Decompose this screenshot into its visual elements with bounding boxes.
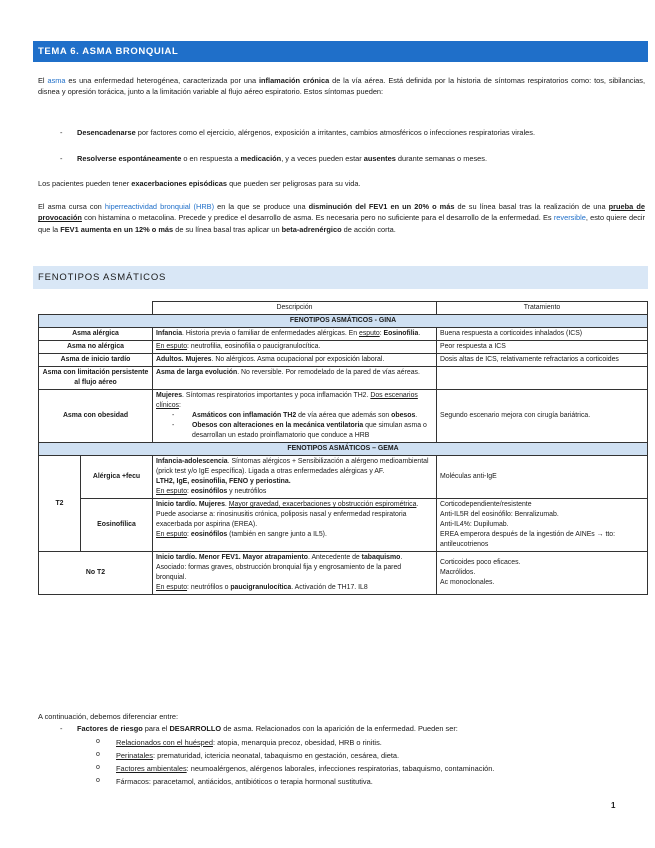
band-gina: FENOTIPOS ASMÁTICOS - GINA: [39, 315, 648, 328]
row-description: Inicio tardío. Mujeres. Mayor gravedad, exacerbaciones y obstrucción espirométrica. Puede asociarse a: rinosinusitis crónica, poliposis nasal y enfermedad respiratoria exacerbada por aspirina (EREA). En esputo: eosinófilos (también en sangre junto a IL5).: [153, 499, 437, 552]
table-row: [39, 341, 648, 354]
row-treatment: [437, 367, 648, 390]
table-row: [39, 552, 648, 595]
row-treatment: Segundo escenario mejora con cirugía bariátrica.: [437, 390, 648, 443]
table-row: [39, 354, 648, 367]
row-treatment: Peor respuesta a ICS: [437, 341, 648, 354]
risk-host: Relacionados con el huésped: atopia, menarquia precoz, obesidad, HRB o rinitis.: [116, 738, 382, 747]
circle-bullet-icon: o: [96, 777, 100, 784]
row-treatment: Moléculas anti-IgE: [437, 456, 648, 499]
exacerbations-paragraph: Los pacientes pueden tener exacerbaciones episódicas que pueden ser peligrosas para su vida.: [38, 179, 361, 188]
row-label: Alérgica +fecu: [81, 456, 153, 499]
section-title: FENOTIPOS ASMÁTICOS: [33, 266, 648, 289]
row-label: No T2: [39, 552, 153, 595]
circle-bullet-icon: o: [96, 738, 100, 745]
hrb-paragraph: El asma cursa con hiperreactividad bronquial (HRB) en la que se produce una disminución del FEV1 en un 20% o más de su línea basal tras la realización de una prueba de provocación con histamina o metacolina. Precede y predice el desarrollo de asma. Es necesaria pero no suficiente para el desarrollo de la enfermedad. Es reversible, esto quiere decir que la FEV1 aumenta en un 12% o más de su línea basal tras aplicar un beta-adrenérgico de acción corta.: [38, 202, 645, 234]
t2-group-label: T2: [39, 456, 81, 552]
circle-bullet-icon: o: [96, 751, 100, 758]
bullet-desencadenarse: Desencadenarse por factores como el ejercicio, alérgenos, exposición a irritantes, cambios atmosféricos o infecciones respiratorias virales.: [77, 128, 536, 137]
band-gema: FENOTIPOS ASMÁTICOS – GEMA: [39, 443, 648, 456]
risk-environmental: Factores ambientales: neumoalérgenos, alérgenos laborales, infecciones respiratorias, tabaquismo, contaminación.: [116, 764, 495, 773]
phenotypes-table: [38, 301, 648, 595]
bullet-resolverse: Resolverse espontáneamente o en respuesta a medicación, y a veces pueden estar ausentes durante semanas o meses.: [77, 154, 488, 163]
row-treatment: Corticodependiente/resistente Anti-IL5R del eosinófilo: Benralizumab. Anti-IL4%: Dupilumab. EREA emperora después de la ingestión de AINEs → tto: antileucotrienos: [437, 499, 648, 552]
risk-intro: A continuación, debemos diferenciar entre:: [38, 712, 179, 721]
row-treatment: Buena respuesta a corticoides inhalados (ICS): [437, 328, 648, 341]
bullet-dash: -: [60, 154, 63, 163]
page-number: 1: [611, 801, 616, 810]
row-label: Asma con limitación persistente al flujo aéreo: [39, 367, 153, 390]
risk-perinatal: Perinatales: prematuridad, ictericia neonatal, tabaquismo en gestación, cesárea, dieta.: [116, 751, 400, 760]
table-row: [39, 367, 648, 390]
row-description: Inicio tardío. Menor FEV1. Mayor atrapamiento. Antecedente de tabaquismo. Asociado: formas graves, obstrucción bronquial fija y engrosamiento de la pared bronquial. En esputo: neutrófilos o paucigranulocítica. Activación de TH17. IL8: [153, 552, 437, 595]
intro-paragraph: El asma es una enfermedad heterogénea, caracterizada por una inflamación crónica de la vía aérea. Está definida por la historia de síntomas respiratorios como: tos, sibilancias, disnea y opresión torácica, junto a la limitación variable al flujo aéreo espiratorio. Estos síntomas pueden:: [38, 76, 645, 97]
row-treatment: Dosis altas de ICS, relativamente refractarios a corticoides: [437, 354, 648, 367]
row-description: En esputo: neutrofilia, eosinofilia o paucigranulocítica.: [153, 341, 437, 354]
row-label: Asma no alérgica: [39, 341, 153, 354]
row-treatment: Corticoides poco eficaces. Macrólidos. Ac monoclonales.: [437, 552, 648, 595]
row-description: Infancia. Historia previa o familiar de enfermedades alérgicas. En esputo: Eosinofilia.: [153, 328, 437, 341]
column-header-description: Descripción: [153, 302, 437, 315]
risk-drugs: Fármacos: paracetamol, antiácidos, antibióticos o terapia hormonal sustitutiva.: [116, 777, 373, 786]
row-description: Asma de larga evolución. No reversible. Por remodelado de la pared de vías aéreas.: [153, 367, 437, 390]
row-label: Asma con obesidad: [39, 390, 153, 443]
row-label: Eosinofílica: [81, 499, 153, 552]
row-label: Asma alérgica: [39, 328, 153, 341]
table-row: [39, 499, 648, 552]
table-row: [39, 328, 648, 341]
bullet-risk-factors: Factores de riesgo para el DESARROLLO de asma. Relacionados con la aparición de la enfermedad. Pueden ser:: [77, 724, 458, 733]
column-header-treatment: Tratamiento: [437, 302, 648, 315]
row-description: Adultos. Mujeres. No alérgicos. Asma ocupacional por exposición laboral.: [153, 354, 437, 367]
bullet-dash: -: [60, 128, 63, 137]
row-description: Infancia-adolescencia. Síntomas alérgicos + Sensibilización a alérgeno medioambiental (prick test y/o IgE específica). Ligada a otras enfermedades alérgicas y AF. LTH2, IgE, eosinofilia, FENO y periostina. En esputo: eosinófilos y neutrófilos: [153, 456, 437, 499]
table-row: [39, 390, 648, 443]
chapter-title: TEMA 6. ASMA BRONQUIAL: [33, 41, 648, 62]
row-description: Mujeres. Síntomas respiratorios importantes y poca inflamación TH2. Dos escenarios clínicos: - Asmáticos con inflamación TH2 de vía aérea que además son obesos. - Obesos con alteraciones en la mecánica ventilatoria que simulan asma o desarrollan un estado proinflamatorio que conduce a HRB: [153, 390, 437, 443]
row-label: Asma de inicio tardío: [39, 354, 153, 367]
circle-bullet-icon: o: [96, 764, 100, 771]
table-header-row: [39, 302, 648, 315]
table-row: [39, 456, 648, 499]
bullet-dash: -: [60, 724, 63, 733]
